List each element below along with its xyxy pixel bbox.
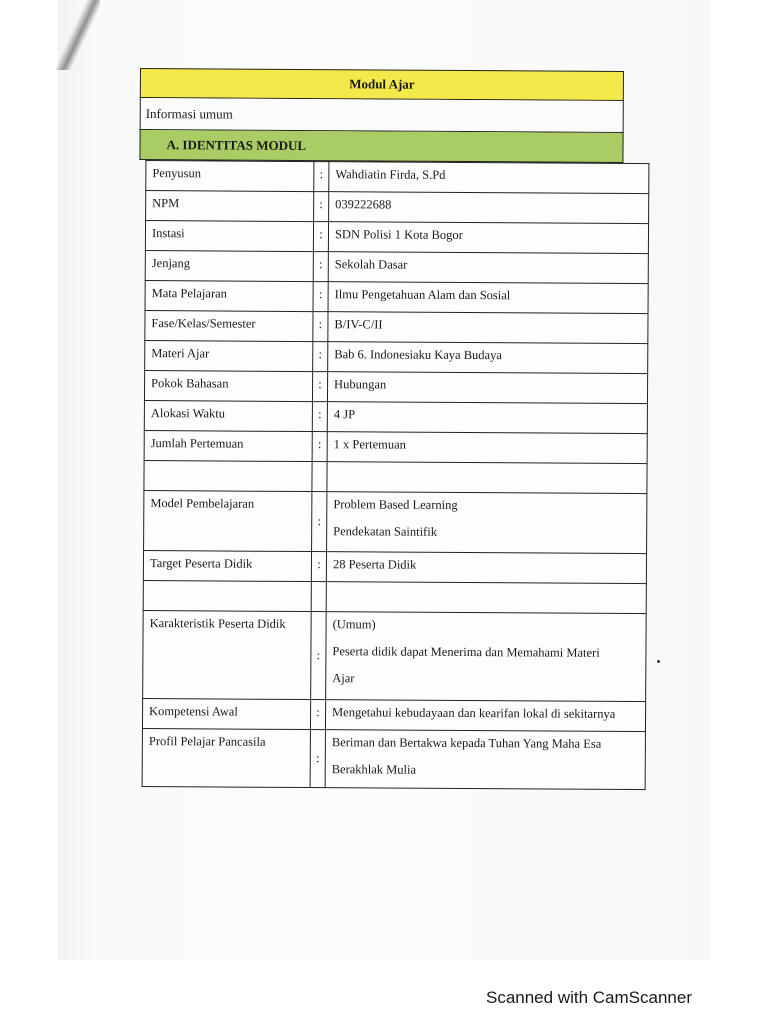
row-colon: : bbox=[314, 192, 329, 222]
row-label bbox=[144, 461, 312, 492]
row-label: Target Peserta Didik bbox=[143, 551, 311, 582]
module-document bbox=[136, 68, 650, 790]
table-row bbox=[145, 251, 648, 284]
page-curl-shadow bbox=[56, 0, 100, 70]
table-row bbox=[146, 161, 649, 194]
row-value: 1 x Pertemuan bbox=[327, 432, 647, 464]
row-value: (Umum) Peserta didik dapat Menerima dan Memahami Materi Ajar bbox=[326, 612, 647, 702]
document-title: Modul Ajar bbox=[140, 68, 624, 101]
row-colon: : bbox=[312, 492, 327, 552]
row-value bbox=[327, 462, 647, 494]
row-value: B/IV-C/II bbox=[328, 312, 648, 344]
row-value: 28 Peserta Didik bbox=[326, 552, 646, 584]
row-label: NPM bbox=[146, 191, 314, 222]
row-value bbox=[326, 582, 646, 614]
table-row bbox=[142, 729, 645, 790]
row-value: Bab 6. Indonesiaku Kaya Budaya bbox=[328, 342, 648, 374]
table-row bbox=[143, 611, 647, 702]
table-row bbox=[144, 431, 647, 464]
table-row bbox=[143, 551, 646, 584]
row-colon: : bbox=[313, 282, 328, 312]
row-colon: : bbox=[312, 402, 327, 432]
table-row bbox=[144, 491, 647, 554]
row-colon: : bbox=[313, 252, 328, 282]
row-label: Instasi bbox=[145, 221, 313, 252]
row-value: Wahdiatin Firda, S.Pd bbox=[329, 162, 649, 194]
section-heading: A. IDENTITAS MODUL bbox=[139, 130, 623, 163]
row-value: Mengetahui kebudayaan dan kearifan lokal di sekitarnya bbox=[325, 700, 645, 732]
row-label: Kompetensi Awal bbox=[142, 699, 310, 730]
row-label: Profil Pelajar Pancasila bbox=[142, 729, 310, 788]
row-value: 4 JP bbox=[327, 402, 647, 434]
table-row bbox=[145, 311, 648, 344]
identity-table bbox=[142, 160, 650, 790]
row-colon: : bbox=[312, 372, 327, 402]
table-row-empty bbox=[143, 581, 646, 614]
row-colon: : bbox=[311, 612, 327, 700]
row-value: SDN Polisi 1 Kota Bogor bbox=[328, 222, 648, 254]
table-row bbox=[144, 401, 647, 434]
row-label: Mata Pelajaran bbox=[145, 281, 313, 312]
table-row-empty bbox=[144, 461, 647, 494]
row-value: Sekolah Dasar bbox=[328, 252, 648, 284]
row-label: Jumlah Pertemuan bbox=[144, 431, 312, 462]
row-value: Beriman dan Bertakwa kepada Tuhan Yang Maha Esa Berakhlak Mulia bbox=[325, 730, 645, 790]
row-colon bbox=[312, 462, 327, 492]
row-value: Ilmu Pengetahuan Alam dan Sosial bbox=[328, 282, 648, 314]
table-row bbox=[144, 371, 647, 404]
row-label: Jenjang bbox=[145, 251, 313, 282]
row-colon: : bbox=[313, 342, 328, 372]
row-label: Karakteristik Peserta Didik bbox=[143, 611, 312, 700]
row-colon: : bbox=[313, 222, 328, 252]
table-row bbox=[145, 221, 648, 254]
row-value: Problem Based Learning Pendekatan Saintifik bbox=[327, 492, 647, 554]
camscanner-watermark: Scanned with CamScanner bbox=[485, 988, 692, 1007]
page-curl bbox=[0, 0, 58, 70]
table-row bbox=[145, 281, 648, 314]
row-colon: : bbox=[311, 552, 326, 582]
row-label: Materi Ajar bbox=[145, 341, 313, 372]
row-colon: : bbox=[310, 700, 325, 730]
row-colon: : bbox=[313, 312, 328, 342]
table-row bbox=[146, 191, 649, 224]
scan-speck bbox=[657, 660, 660, 663]
row-colon: : bbox=[310, 730, 325, 788]
row-value: Hubungan bbox=[327, 372, 647, 404]
row-label: Model Pembelajaran bbox=[144, 491, 312, 552]
row-label: Pokok Bahasan bbox=[144, 371, 312, 402]
row-label bbox=[143, 581, 311, 612]
row-label: Penyusun bbox=[146, 161, 314, 192]
row-colon: : bbox=[312, 432, 327, 462]
table-row bbox=[142, 699, 645, 732]
table-row bbox=[145, 341, 648, 374]
row-colon bbox=[311, 582, 326, 612]
row-label: Alokasi Waktu bbox=[144, 401, 312, 432]
info-heading: Informasi umum bbox=[140, 98, 624, 133]
row-colon: : bbox=[314, 162, 329, 192]
row-value: 039222688 bbox=[329, 192, 649, 224]
row-label: Fase/Kelas/Semester bbox=[145, 311, 313, 342]
